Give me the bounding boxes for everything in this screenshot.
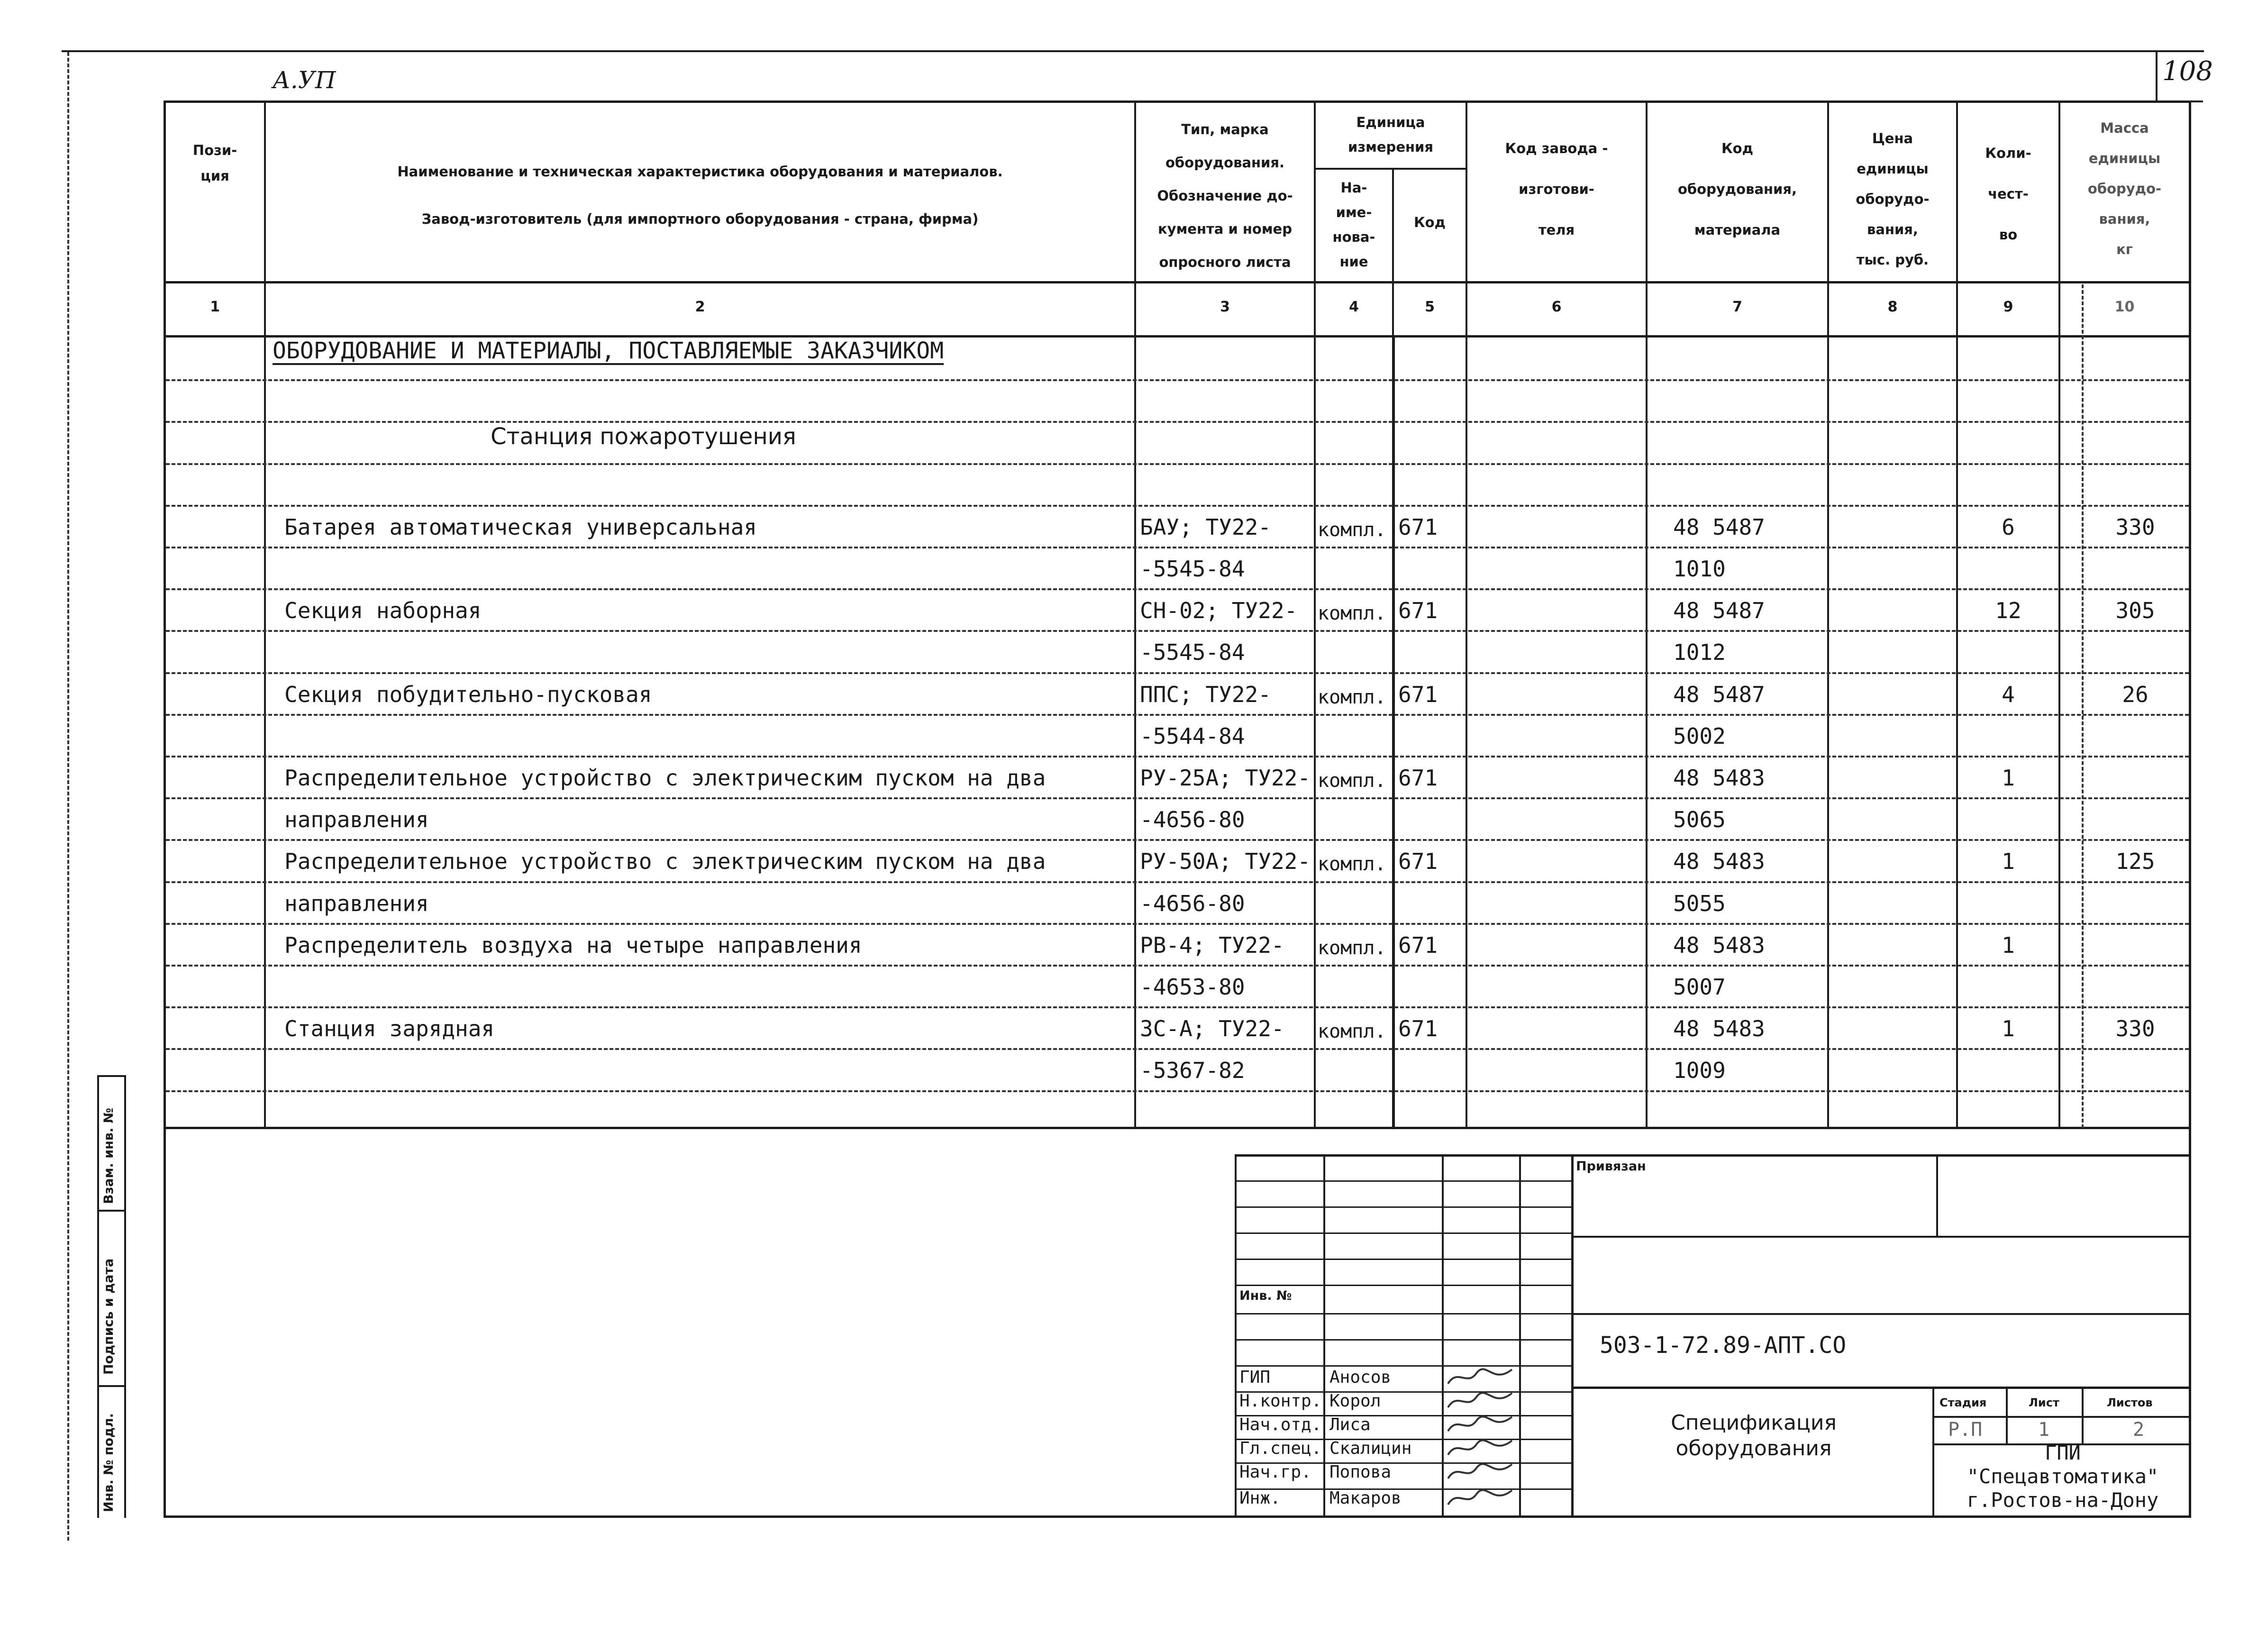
cell-code: 671	[1398, 1016, 1438, 1041]
tb-priv-bottom	[1571, 1236, 2191, 1238]
section-title: ОБОРУДОВАНИЕ И МАТЕРИАЛЫ, ПОСТАВЛЯЕМЫЕ ЗАКАЗЧИКОМ	[273, 338, 944, 364]
cell-type: РУ-50А; ТУ22-	[1140, 849, 1311, 874]
cell-type: -4656-80	[1140, 807, 1245, 832]
cell-qty: 1	[2002, 932, 2015, 958]
tb-person-name: Лиса	[1329, 1415, 1371, 1434]
cell-code: 671	[1398, 514, 1438, 540]
table-row	[0, 1048, 2267, 1090]
signature-scribble	[1446, 1437, 1517, 1460]
table-row	[0, 1006, 2267, 1048]
cell-equip-code: 48 5487	[1673, 682, 1765, 707]
cell-unit: компл.	[1318, 853, 1386, 875]
cell-qty: 1	[2002, 765, 2015, 791]
side-label-signature: Подпись и дата	[101, 1258, 116, 1375]
table-row	[0, 588, 2267, 630]
tb-role: Нач.отд.	[1239, 1415, 1322, 1434]
cell-code: 671	[1398, 598, 1438, 623]
cell-unit: компл.	[1318, 519, 1386, 541]
cell-type: -5545-84	[1140, 556, 1245, 582]
cell-type: -4656-80	[1140, 891, 1245, 916]
cell-name: направления	[284, 807, 429, 832]
tb-person-name: Скалицин	[1329, 1439, 1412, 1458]
signature-scribble	[1446, 1413, 1517, 1436]
tb-person-name: Корол	[1329, 1391, 1381, 1411]
cell-unit: компл.	[1318, 602, 1386, 624]
header-unit-name: На- име- нова- ние	[1332, 180, 1375, 270]
tb-row-line	[1235, 1259, 1572, 1260]
lower-frame-bottom	[164, 1515, 2191, 1518]
table-row	[0, 630, 2267, 672]
header-name: Наименование и техническая характеристика оборудования и материалов. Завод-изготовитель (для импортного оборудования - страна, фирма)	[397, 164, 1003, 227]
page-number: 108	[2162, 56, 2213, 87]
colnum-8: 8	[1887, 299, 1898, 315]
cell-type: -5545-84	[1140, 639, 1245, 665]
cell-equip-code: 1009	[1673, 1058, 1726, 1083]
cell-unit: компл.	[1318, 686, 1386, 708]
signature-scribble	[1446, 1460, 1517, 1483]
header-mass: Масса единицы оборудо- вания, кг	[2087, 120, 2162, 257]
tb-row-line	[1235, 1180, 1572, 1182]
cell-equip-code: 48 5483	[1673, 1016, 1765, 1041]
cell-type: ППС; ТУ22-	[1140, 682, 1271, 707]
tb-row-line	[1235, 1488, 1572, 1490]
row-separator	[166, 379, 2189, 381]
cell-name: Секция наборная	[284, 598, 482, 623]
table-row	[0, 672, 2267, 714]
header-maker-code: Код завода - изготови- теля	[1505, 140, 1608, 238]
tb-row-line	[1235, 1313, 1572, 1314]
row-separator	[166, 463, 2189, 465]
cell-name: Батарея автоматическая универсальная	[284, 514, 757, 540]
tb-code-top	[1571, 1313, 2191, 1315]
cell-mass: 330	[2115, 514, 2155, 540]
tb-person-name: Попова	[1329, 1462, 1392, 1482]
cell-type: -4653-80	[1140, 974, 1245, 1000]
tb-role: Гл.спец.	[1239, 1439, 1322, 1458]
side-stamp-left	[97, 1075, 99, 1518]
table-row	[0, 714, 2267, 756]
tb-title-top	[1571, 1387, 2191, 1389]
tb-sheets-label: Листов	[2107, 1396, 2153, 1409]
tb-doc-code: 503-1-72.89-АПТ.СО	[1600, 1332, 1847, 1359]
cell-type: -5367-82	[1140, 1058, 1245, 1083]
tb-stage-label: Стадия	[1939, 1396, 1987, 1409]
cell-name: Распределительное устройство с электрическим пуском на два	[284, 765, 1046, 791]
corner-text: А.УП	[273, 66, 336, 94]
header-price: Цена единицы оборудо- вания, тыс. руб.	[1856, 130, 1930, 268]
cell-qty: 12	[1995, 598, 2021, 623]
colnum-9: 9	[2003, 299, 2013, 315]
tb-inv-label: Инв. №	[1239, 1288, 1292, 1303]
cell-unit: компл.	[1318, 770, 1386, 792]
cell-name: направления	[284, 891, 429, 916]
cell-type: БАУ; ТУ22-	[1140, 514, 1271, 540]
cell-equip-code: 48 5483	[1673, 765, 1765, 791]
tb-sheets-value: 2	[2133, 1419, 2145, 1441]
cell-equip-code: 48 5483	[1673, 849, 1765, 874]
side-stamp-top	[97, 1075, 126, 1077]
colnum-7: 7	[1732, 299, 1742, 315]
tb-organization: ГПИ "Спецавтоматика" г.Ростов-на-Дону	[1967, 1441, 2159, 1512]
tb-top	[1235, 1154, 2191, 1157]
cell-mass: 330	[2115, 1016, 2155, 1041]
cell-name: Станция зарядная	[284, 1016, 495, 1041]
colnum-1: 1	[210, 299, 220, 315]
cell-type: СН-02; ТУ22-	[1140, 598, 1298, 623]
tb-stage-value: Р.П	[1948, 1419, 1983, 1441]
cell-type: -5544-84	[1140, 723, 1245, 749]
tb-person-name: Аносов	[1329, 1368, 1392, 1387]
header-unit-code: Код	[1413, 214, 1446, 230]
tb-doc-title: Спецификация оборудования	[1671, 1411, 1837, 1460]
tb-sheet-value: 1	[2038, 1419, 2050, 1441]
row-separator	[166, 1090, 2189, 1092]
table-row	[0, 881, 2267, 923]
cell-qty: 1	[2002, 1016, 2015, 1041]
header-unit: Единица измерения	[1348, 114, 1433, 155]
cell-equip-code: 1010	[1673, 556, 1726, 582]
header-qty: Коли- чест- во	[1985, 145, 2031, 243]
tb-row-line	[1235, 1285, 1572, 1286]
side-label-replace-inv: Взам. инв. №	[101, 1107, 116, 1204]
table-row	[0, 797, 2267, 839]
colnum-6: 6	[1551, 299, 1562, 315]
side-label-orig-inv: Инв. № подл.	[101, 1413, 116, 1512]
cell-qty: 6	[2002, 514, 2015, 540]
unit-header-split	[1314, 168, 1466, 170]
table-row	[0, 965, 2267, 1006]
header-equip-code: Код оборудования, материала	[1677, 140, 1797, 238]
cell-qty: 4	[2002, 682, 2015, 707]
tb-row-line	[1235, 1232, 1572, 1234]
tb-row-line	[1235, 1365, 1572, 1367]
cell-equip-code: 5007	[1673, 974, 1726, 1000]
header-type: Тип, марка оборудования. Обозначение до- кумента и номер опросного листа	[1157, 121, 1293, 270]
cell-type: РУ-25А; ТУ22-	[1140, 765, 1311, 791]
cell-unit: компл.	[1318, 937, 1386, 959]
side-stamp-mid	[124, 1075, 126, 1518]
tb-row-line	[1235, 1339, 1572, 1341]
cell-qty: 1	[2002, 849, 2015, 874]
cell-equip-code: 48 5487	[1673, 598, 1765, 623]
signature-scribble	[1446, 1366, 1517, 1388]
tb-stage-c2	[2082, 1387, 2084, 1444]
cell-type: ЗС-А; ТУ22-	[1140, 1016, 1284, 1041]
cell-unit: компл.	[1318, 1021, 1386, 1042]
colnum-5: 5	[1425, 299, 1435, 315]
cell-mass: 125	[2115, 849, 2155, 874]
side-stamp-sep1	[97, 1210, 126, 1212]
table-row	[0, 756, 2267, 797]
signature-scribble	[1446, 1487, 1517, 1509]
cell-name: Секция побудительно-пусковая	[284, 682, 652, 707]
tb-role: Н.контр.	[1239, 1391, 1322, 1411]
cell-mass: 26	[2122, 682, 2149, 707]
tb-role: Нач.гр.	[1239, 1462, 1311, 1482]
cell-equip-code: 5065	[1673, 807, 1726, 832]
colnum-10: 10	[2114, 299, 2135, 315]
side-stamp-sep2	[97, 1385, 126, 1387]
tb-role: ГИП	[1239, 1368, 1271, 1387]
tb-privyazan-label: Привязан	[1576, 1159, 1646, 1174]
tb-priv-split	[1936, 1154, 1938, 1237]
cell-equip-code: 48 5483	[1673, 932, 1765, 958]
header-position: Пози- ция	[192, 142, 237, 184]
cell-code: 671	[1398, 849, 1438, 874]
header-bottom-border	[164, 281, 2191, 283]
tb-row-line	[1235, 1206, 1572, 1208]
colnum-2: 2	[695, 299, 705, 315]
colnum-4: 4	[1349, 299, 1359, 315]
colnum-3: 3	[1220, 299, 1230, 315]
cell-equip-code: 48 5487	[1673, 514, 1765, 540]
row-separator	[166, 421, 2189, 423]
table-top-border	[164, 100, 2191, 103]
tb-stage-c1	[2006, 1387, 2008, 1444]
tb-stage-line1	[1932, 1416, 2191, 1418]
page-number-divider	[2156, 50, 2158, 102]
cell-equip-code: 5002	[1673, 723, 1726, 749]
table-row	[0, 505, 2267, 547]
table-row	[0, 547, 2267, 588]
cell-equip-code: 1012	[1673, 639, 1726, 665]
table-row	[0, 839, 2267, 881]
tb-person-name: Макаров	[1329, 1488, 1402, 1508]
signature-scribble	[1446, 1389, 1517, 1412]
tb-role: Инж.	[1239, 1488, 1281, 1508]
cell-code: 671	[1398, 682, 1438, 707]
cell-name: Распределитель воздуха на четыре направления	[284, 932, 862, 958]
table-bottom-border	[164, 1127, 2191, 1129]
tb-sheet-label: Лист	[2029, 1396, 2059, 1409]
cell-equip-code: 5055	[1673, 891, 1726, 916]
top-frame-line	[62, 50, 2204, 52]
cell-code: 671	[1398, 765, 1438, 791]
table-row	[0, 923, 2267, 965]
subsection-title: Станция пожаротушения	[491, 423, 796, 450]
cell-type: РВ-4; ТУ22-	[1140, 932, 1284, 958]
cell-name: Распределительное устройство с электрическим пуском на два	[284, 849, 1046, 874]
cell-code: 671	[1398, 932, 1438, 958]
cell-mass: 305	[2115, 598, 2155, 623]
